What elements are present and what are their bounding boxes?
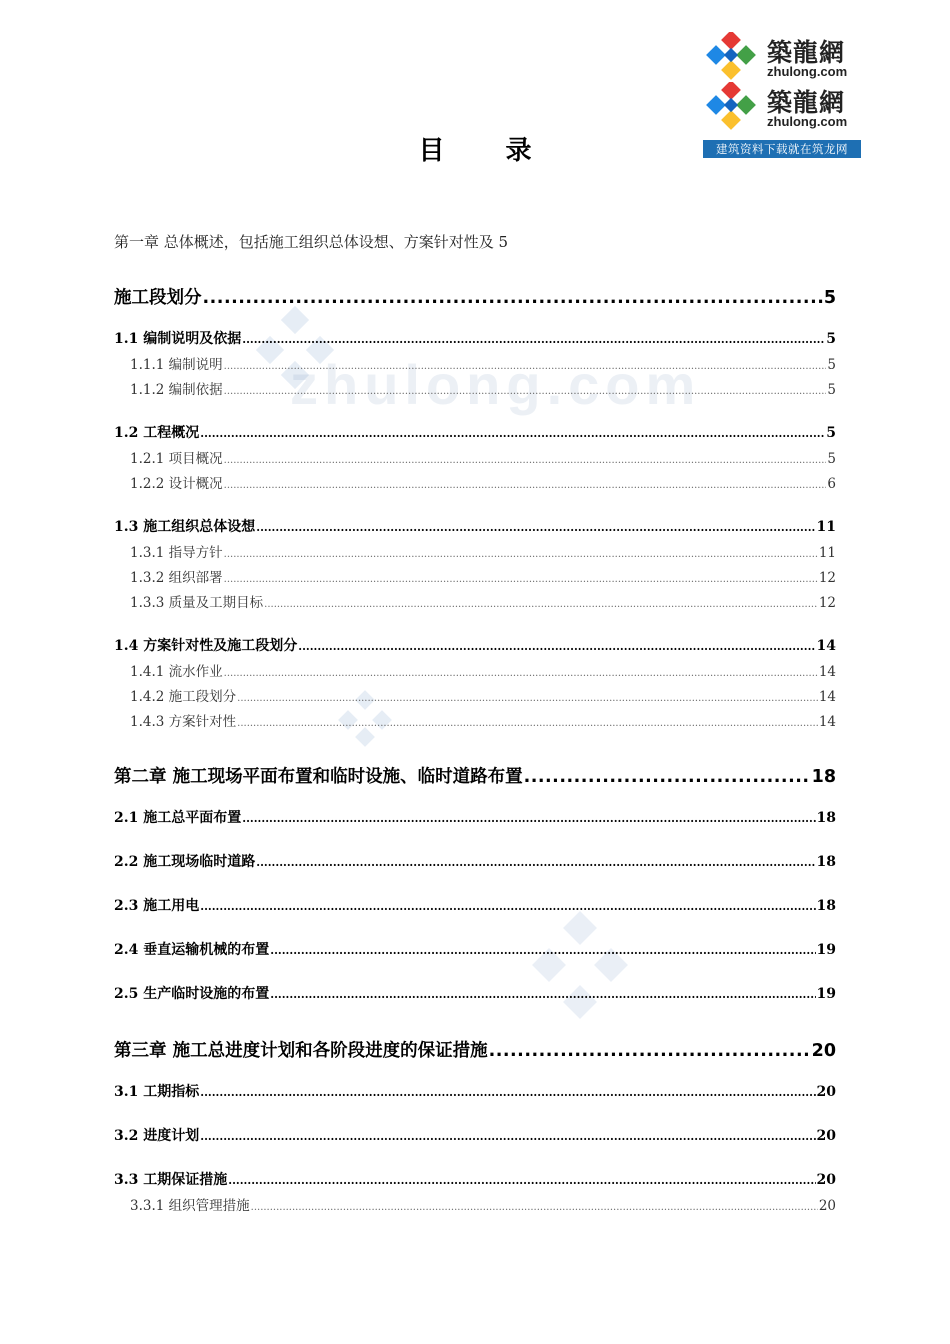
toc-entry-page: 18 [816, 854, 836, 870]
toc-entry-page: 12 [818, 570, 836, 586]
logo-row [703, 30, 861, 82]
toc-intro-line: 第一章 总体概述，包括施工组织总体设想、方案针对性及 5 [114, 233, 509, 251]
toc-entry-label: 2.4 垂直运输机械的布置 [114, 942, 270, 958]
toc-dot-leader [228, 1174, 815, 1187]
toc-entry[interactable] [114, 422, 836, 442]
toc-entry-label: 1.2.1 项目概况 [130, 451, 223, 467]
toc-dot-leader [224, 480, 827, 491]
toc-entry[interactable] [114, 516, 836, 536]
toc-dot-leader [242, 812, 815, 825]
toc-entry-page: 5 [823, 288, 836, 308]
toc-dot-leader [200, 900, 815, 913]
toc-entry-page: 11 [818, 545, 836, 561]
toc-entry-label: 第二章 施工现场平面布置和临时设施、临时道路布置 [114, 767, 523, 787]
toc-entry-label: 1.1.2 编制依据 [130, 382, 223, 398]
toc-entry[interactable] [114, 328, 836, 348]
toc-entry[interactable] [114, 895, 836, 915]
toc-entry-page: 19 [816, 942, 836, 958]
toc-entry-page: 14 [818, 714, 836, 730]
toc-dot-leader [264, 599, 818, 610]
toc-entry-label: 1.4 方案针对性及施工段划分 [114, 638, 298, 654]
toc-dot-leader [224, 549, 818, 560]
toc-entry[interactable] [114, 763, 836, 788]
page-title: 目 录 [418, 136, 558, 166]
toc-dot-leader [298, 640, 815, 653]
toc-entry[interactable] [114, 807, 836, 827]
toc-entry-label: 1.3 施工组织总体设想 [114, 519, 256, 535]
toc-entry[interactable] [130, 378, 836, 398]
toc-dot-leader [237, 693, 818, 704]
logo-name-cn: 築龍網 [767, 88, 846, 117]
toc-entry[interactable] [130, 566, 836, 586]
toc-entry-label: 2.1 施工总平面布置 [114, 810, 242, 826]
toc-dot-leader [200, 1086, 815, 1099]
toc-entry[interactable] [130, 660, 836, 680]
logo-domain: zhulong.com [767, 114, 848, 129]
toc-dot-leader [242, 333, 825, 346]
toc-entry-label: 施工段划分 [114, 288, 202, 308]
toc-dot-leader [256, 521, 815, 534]
toc-entry-page: 14 [816, 638, 836, 654]
toc-entry-label: 3.3.1 组织管理措施 [130, 1198, 250, 1214]
toc-entry-page: 5 [826, 331, 836, 347]
toc-entry[interactable] [130, 447, 836, 467]
toc-dot-leader [224, 574, 818, 585]
toc-dot-leader [224, 386, 827, 397]
toc-entry-page: 5 [827, 382, 836, 398]
toc-entry-label: 1.4.3 方案针对性 [130, 714, 237, 730]
toc-dot-leader [200, 427, 825, 440]
toc-dot-leader [224, 455, 827, 466]
toc-entry-label: 3.3 工期保证措施 [114, 1172, 228, 1188]
toc-entry-page: 14 [818, 689, 836, 705]
toc-entry-label: 3.2 进度计划 [114, 1128, 200, 1144]
toc-entry[interactable] [114, 1125, 836, 1145]
toc-entry[interactable] [130, 685, 836, 705]
toc-entry-page: 20 [816, 1084, 836, 1100]
toc-entry-page: 5 [827, 451, 836, 467]
toc-dot-leader [270, 988, 815, 1001]
toc-entry-label: 第三章 施工总进度计划和各阶段进度的保证措施 [114, 1041, 488, 1061]
logo-domain: zhulong.com [767, 64, 848, 79]
toc-entry-label: 1.4.2 施工段划分 [130, 689, 237, 705]
toc-dot-leader [524, 767, 811, 787]
toc-entry-page: 20 [816, 1128, 836, 1144]
toc-entry-label: 1.1.1 编制说明 [130, 357, 223, 373]
toc-entry[interactable] [114, 284, 836, 309]
watermark-text: zhulong.com [290, 353, 702, 416]
toc-dot-leader [251, 1202, 818, 1213]
toc-entry-label: 1.3.3 质量及工期目标 [130, 595, 264, 611]
toc-dot-leader [224, 668, 818, 679]
toc-entry[interactable] [114, 1037, 836, 1062]
toc-entry-page: 5 [827, 357, 836, 373]
toc-entry-page: 20 [811, 1041, 836, 1061]
watermark-logo-icon [525, 910, 635, 1020]
toc-entry-label: 1.2 工程概况 [114, 425, 200, 441]
toc-entry-page: 20 [818, 1198, 836, 1214]
toc-entry-label: 3.1 工期指标 [114, 1084, 200, 1100]
logo-name-cn: 築龍網 [767, 38, 846, 67]
toc-entry-label: 2.5 生产临时设施的布置 [114, 986, 270, 1002]
toc-entry[interactable] [114, 1169, 836, 1189]
logo-banner: 建筑资料下载就在筑龙网 [703, 140, 861, 158]
toc-entry-page: 19 [816, 986, 836, 1002]
toc-entry[interactable] [130, 472, 836, 492]
toc-dot-leader [224, 361, 827, 372]
toc-entry[interactable] [130, 591, 836, 611]
toc-entry[interactable] [114, 635, 836, 655]
zhulong-diamond-icon [705, 82, 759, 130]
toc-dot-leader [489, 1041, 811, 1061]
toc-entry-page: 14 [818, 664, 836, 680]
toc-entry-label: 1.3.2 组织部署 [130, 570, 223, 586]
toc-entry[interactable] [130, 1194, 836, 1214]
toc-entry[interactable] [130, 541, 836, 561]
toc-dot-leader [237, 718, 818, 729]
toc-entry[interactable] [114, 939, 836, 959]
toc-entry-label: 1.4.1 流水作业 [130, 664, 223, 680]
toc-entry[interactable] [130, 353, 836, 373]
zhulong-diamond-icon [705, 32, 759, 80]
toc-dot-leader [200, 1130, 815, 1143]
toc-entry[interactable] [114, 983, 836, 1003]
toc-entry-page: 18 [816, 810, 836, 826]
toc-entry[interactable] [114, 851, 836, 871]
toc-dot-leader [256, 856, 815, 869]
toc-entry[interactable] [114, 1081, 836, 1101]
toc-dot-leader [203, 288, 823, 308]
logo-row [703, 80, 861, 132]
toc-entry-label: 2.3 施工用电 [114, 898, 200, 914]
toc-entry-label: 1.2.2 设计概况 [130, 476, 223, 492]
toc-entry[interactable] [130, 710, 836, 730]
toc-entry-page: 5 [826, 425, 836, 441]
toc-dot-leader [270, 944, 815, 957]
toc-entry-label: 1.3.1 指导方针 [130, 545, 223, 561]
toc-entry-label: 2.2 施工现场临时道路 [114, 854, 256, 870]
toc-entry-page: 6 [827, 476, 836, 492]
toc-entry-page: 18 [811, 767, 836, 787]
toc-entry-page: 11 [816, 519, 836, 535]
toc-entry-label: 1.1 编制说明及依据 [114, 331, 242, 347]
toc-entry-page: 18 [816, 898, 836, 914]
toc-entry-page: 12 [818, 595, 836, 611]
toc-entry-page: 20 [816, 1172, 836, 1188]
